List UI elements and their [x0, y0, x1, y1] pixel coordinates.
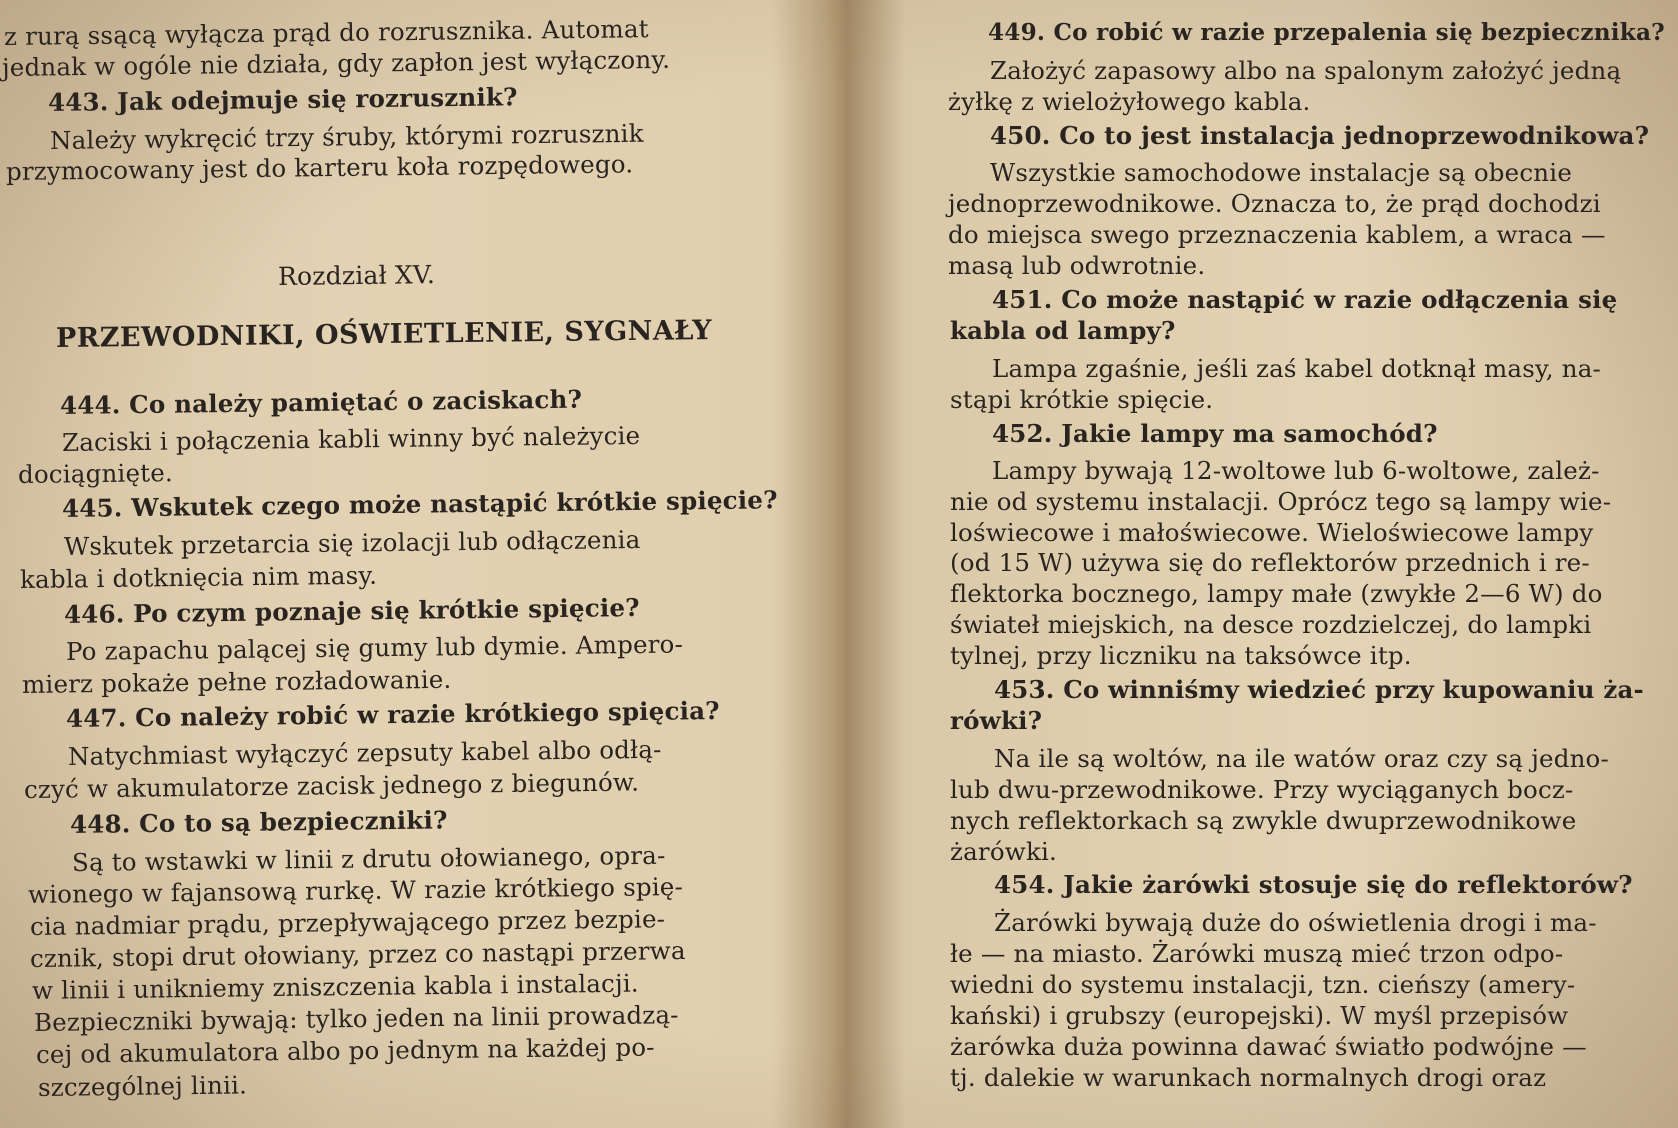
text-line: Lampa zgaśnie, jeśli zaś kabel dotknął masy, na-: [992, 354, 1601, 383]
text-line: Założyć zapasowy albo na spalonym założyć jedną: [990, 56, 1622, 85]
text-line: dociągnięte.: [17, 458, 174, 489]
text-line: jednak w ogóle nie działa, gdy zapłon jest wyłączony.: [1, 44, 671, 82]
text-line: Są to wstawki w linii z drutu ołowianego, opra-: [71, 840, 666, 877]
chapter-title: PRZEWODNIKI, OŚWIETLENIE, SYGNAŁY: [55, 314, 713, 354]
text-line: cznik, stopi drut ołowiany, przez co nastąpi przerwa: [29, 935, 686, 973]
text-line: stąpi krótkie spięcie.: [950, 385, 1214, 414]
question-heading: 447. Co należy robić w razie krótkiego spięcia?: [65, 696, 720, 733]
question-heading: 450. Co to jest instalacja jednoprzewodnikowa?: [990, 121, 1650, 150]
text-line: kabla i dotknięcia nim masy.: [19, 560, 378, 594]
question-heading: 451. Co może nastąpić w razie odłączenia się: [992, 285, 1618, 314]
question-heading: 453. Co winniśmy wiedzieć przy kupowaniu ża-: [994, 675, 1644, 704]
text-line: Bezpieczniki bywają: tylko jeden na linii prowadzą-: [33, 1000, 679, 1037]
chapter-num: Rozdział XV.: [277, 260, 436, 291]
text-line: kański) i grubszy (europejski). W myśl przepisów: [950, 1001, 1569, 1030]
text-line: (od 15 W) używa się do reflektorów przednich i re-: [950, 548, 1590, 577]
text-line: nie od systemu instalacji. Oprócz tego są lampy wie-: [950, 487, 1612, 516]
text-line: masą lub odwrotnie.: [948, 251, 1206, 280]
text-line: szczególnej linii.: [37, 1070, 248, 1102]
text-line: świateł miejskich, na desce rozdzielczej, do lampki: [950, 610, 1592, 639]
text-line: flektorka bocznego, lampy małe (zwykłe 2—6 W) do: [950, 579, 1603, 608]
text-line: Po zapachu palącej się gumy lub dymie. Ampero-: [65, 629, 684, 666]
text-line: z rurą ssącą wyłącza prąd do rozrusznika. Automat: [3, 14, 649, 51]
text-line: żarówki.: [950, 837, 1058, 866]
text-line: tj. dalekie w warunkach normalnych drogi oraz: [950, 1063, 1547, 1092]
text-line: przymocowany jest do karteru koła rozpędowego.: [5, 149, 634, 186]
text-line: żarówka duża powinna dawać światło podwójne —: [950, 1032, 1587, 1061]
text-line: Należy wykręcić trzy śruby, którymi rozrusznik: [49, 118, 644, 155]
text-line: łe — na miasto. Żarówki muszą mieć trzon odpo-: [950, 939, 1564, 968]
text-line: Zaciski i połączenia kabli winny być należycie: [61, 420, 641, 457]
text-line: do miejsca swego przeznaczenia kablem, a wraca —: [948, 220, 1606, 249]
text-line: nych reflektorkach są zwykle dwuprzewodnikowe: [950, 806, 1577, 835]
text-line: cia nadmiar prądu, przepływającego przez bezpie-: [29, 904, 666, 941]
question-heading: 454. Jakie żarówki stosuje się do reflektorów?: [994, 870, 1633, 899]
text-line: jednoprzewodnikowe. Oznacza to, że prąd dochodzi: [948, 189, 1601, 218]
right-page: [930, 0, 1678, 1128]
question-heading: kabla od lampy?: [950, 316, 1176, 345]
text-line: mierz pokaże pełne rozładowanie.: [21, 664, 452, 699]
text-line: Na ile są woltów, na ile watów oraz czy są jedno-: [994, 744, 1609, 773]
text-line: Natychmiast wyłączyć zepsuty kabel albo odłą-: [67, 734, 662, 771]
question-heading: rówki?: [950, 706, 1043, 735]
text-line: Wskutek przetarcia się izolacji lub odłączenia: [63, 524, 641, 561]
question-heading: 443. Jak odejmuje się rozrusznik?: [47, 82, 518, 117]
question-heading: 445. Wskutek czego może nastąpić krótkie spięcie?: [61, 485, 778, 523]
question-heading: 448. Co to są bezpieczniki?: [69, 805, 448, 839]
text-line: wionego w fajansową rurkę. W razie krótkiego spię-: [27, 871, 684, 909]
text-line: Wszystkie samochodowe instalacje są obecnie: [990, 158, 1573, 187]
text-line: żyłkę z wielożyłowego kabla.: [948, 87, 1311, 116]
question-heading: 446. Po czym poznaje się krótkie spięcie?: [63, 592, 640, 629]
question-heading: 449. Co robić w razie przepalenia się bezpiecznika?: [988, 19, 1665, 46]
text-line: cej od akumulatora albo po jednym na każdej po-: [35, 1032, 655, 1069]
text-line: Lampy bywają 12-woltowe lub 6-woltowe, zależ-: [992, 456, 1600, 485]
question-heading: 444. Co należy pamiętać o zaciskach?: [59, 384, 583, 420]
text-line: wiedni do systemu instalacji, tzn. cieńszy (amery-: [950, 970, 1576, 999]
text-line: lub dwu-przewodnikowe. Przy wyciąganych bocz-: [950, 775, 1574, 804]
text-line: w linii i unikniemy zniszczenia kabla i instalacji.: [31, 968, 640, 1005]
question-heading: 452. Jakie lampy ma samochód?: [992, 419, 1438, 448]
text-line: Żarówki bywają duże do oświetlenia drogi i ma-: [994, 908, 1597, 937]
text-line: czyć w akumulatorze zacisk jednego z biegunów.: [23, 767, 640, 804]
text-line: tylnej, przy liczniku na taksówce itp.: [950, 641, 1412, 670]
left-page: [0, 0, 830, 1128]
text-line: loświecowe i małoświecowe. Wieloświecowe lampy: [950, 518, 1594, 547]
